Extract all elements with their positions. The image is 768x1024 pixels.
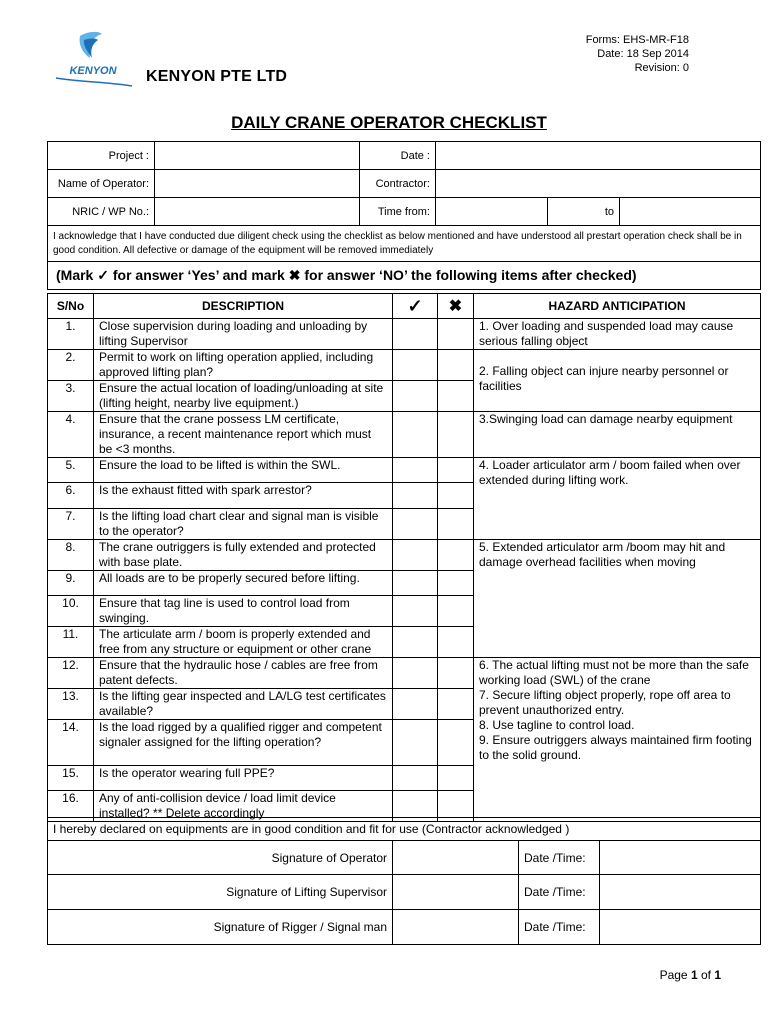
yes-box[interactable] <box>393 766 438 791</box>
mark-instruction-p3: for answer ‘NO’ the following items after checked) <box>300 267 637 283</box>
col-sno: S/No <box>48 294 94 319</box>
no-box[interactable] <box>438 596 474 627</box>
signature-row <box>48 875 761 910</box>
company-name: KENYON PTE LTD <box>146 68 288 85</box>
signature-field[interactable] <box>393 875 519 910</box>
col-hazard: HAZARD ANTICIPATION <box>474 294 761 319</box>
item-description: Ensure the load to be lifted is within the SWL. <box>94 458 393 483</box>
item-number: 14. <box>48 720 94 766</box>
yes-box[interactable] <box>393 319 438 350</box>
signature-row <box>48 910 761 945</box>
item-description: Ensure that the crane possess LM certificate, insurance, a recent maintenance report which must be <3 months. <box>94 412 393 458</box>
date-time-field[interactable] <box>600 875 761 910</box>
yes-box[interactable] <box>393 658 438 689</box>
item-number: 8. <box>48 540 94 571</box>
signature-row <box>48 841 761 875</box>
page-of: of <box>697 968 715 982</box>
date-time-label: Date /Time: <box>519 875 600 910</box>
item-number: 3. <box>48 381 94 412</box>
yes-box[interactable] <box>393 509 438 540</box>
no-box[interactable] <box>438 658 474 689</box>
yes-box[interactable] <box>393 627 438 658</box>
form-revision: Revision: 0 <box>634 62 689 74</box>
mark-instruction-p2: for answer ‘Yes’ and mark <box>108 267 289 283</box>
page-prefix: Page <box>659 968 691 982</box>
mark-instruction <box>48 262 761 290</box>
no-box[interactable] <box>438 483 474 509</box>
item-description: All loads are to be properly secured before lifting. <box>94 571 393 596</box>
item-number: 10. <box>48 596 94 627</box>
yes-box[interactable] <box>393 540 438 571</box>
item-number: 5. <box>48 458 94 483</box>
item-number: 6. <box>48 483 94 509</box>
table-row <box>48 350 761 381</box>
date-time-label: Date /Time: <box>519 910 600 945</box>
col-no-cross-icon: ✖ <box>438 294 474 319</box>
hazard-5: 5. Extended articulator arm /boom may hit and damage overhead facilities when moving <box>474 540 761 658</box>
item-description: Ensure the actual location of loading/unloading at site (lifting height, nearby live equipment.) <box>94 381 393 412</box>
page-number: 1 <box>690 968 698 982</box>
no-box[interactable] <box>438 540 474 571</box>
no-box[interactable] <box>438 571 474 596</box>
item-number: 4. <box>48 412 94 458</box>
signature-label: Signature of Operator <box>48 841 393 875</box>
hazard-6-to-9 <box>474 658 761 822</box>
operator-label: Name of Operator: <box>48 170 155 198</box>
date-time-label: Date /Time: <box>519 841 600 875</box>
no-box[interactable] <box>438 509 474 540</box>
yes-box[interactable] <box>393 350 438 381</box>
time-to-label: to <box>548 198 620 226</box>
item-description: Ensure that tag line is used to control load from swinging. <box>94 596 393 627</box>
time-from-field[interactable] <box>436 198 548 226</box>
signature-table <box>47 817 761 945</box>
table-row <box>48 319 761 350</box>
cross-icon: ✖ <box>288 267 301 283</box>
date-time-field[interactable] <box>600 841 761 875</box>
no-box[interactable] <box>438 319 474 350</box>
no-box[interactable] <box>438 458 474 483</box>
hazard-6: 6. The actual lifting must not be more than the safe working load (SWL) of the crane <box>479 658 749 687</box>
yes-box[interactable] <box>393 412 438 458</box>
no-box[interactable] <box>438 381 474 412</box>
form-code: Forms: EHS-MR-F18 <box>585 34 689 46</box>
declaration-text: I hereby declared on equipments are in good condition and fit for use (Contractor acknowledged ) <box>48 818 761 841</box>
project-label: Project : <box>48 142 155 170</box>
table-row <box>48 658 761 689</box>
yes-box[interactable] <box>393 689 438 720</box>
table-row <box>48 412 761 458</box>
date-time-field[interactable] <box>600 910 761 945</box>
contractor-field[interactable] <box>436 170 761 198</box>
item-description: Is the load rigged by a qualified rigger and competent signaler assigned for the lifting operation? <box>94 720 393 766</box>
form-meta <box>586 33 689 75</box>
check-icon: ✓ <box>97 267 109 283</box>
item-number: 16. <box>48 791 94 822</box>
hazard-7: 7. Secure lifting object properly, rope off area to prevent unauthorized entry. <box>479 688 731 717</box>
date-label: Date : <box>360 142 436 170</box>
nric-field[interactable] <box>155 198 360 226</box>
page-title: DAILY CRANE OPERATOR CHECKLIST <box>231 113 547 132</box>
yes-box[interactable] <box>393 381 438 412</box>
time-to-field[interactable] <box>620 198 761 226</box>
hazard-3: 3.Swinging load can damage nearby equipment <box>474 412 761 458</box>
yes-box[interactable] <box>393 596 438 627</box>
yes-box[interactable] <box>393 571 438 596</box>
time-from-label: Time from: <box>360 198 436 226</box>
form-date: Date: 18 Sep 2014 <box>597 48 689 60</box>
item-number: 12. <box>48 658 94 689</box>
company-logo <box>50 30 136 88</box>
no-box[interactable] <box>438 412 474 458</box>
item-description: Is the lifting load chart clear and signal man is visible to the operator? <box>94 509 393 540</box>
project-field[interactable] <box>155 142 360 170</box>
item-number: 11. <box>48 627 94 658</box>
checklist-table <box>47 293 761 822</box>
page-total: 1 <box>714 968 721 982</box>
yes-box[interactable] <box>393 720 438 766</box>
signature-field[interactable] <box>393 841 519 875</box>
page-indicator <box>660 968 721 982</box>
yes-box[interactable] <box>393 458 438 483</box>
item-description: Close supervision during loading and unloading by lifting Supervisor <box>94 319 393 350</box>
item-number: 2. <box>48 350 94 381</box>
hazard-8: 8. Use tagline to control load. <box>479 718 635 732</box>
item-description: Any of anti-collision device / load limit device installed? ** Delete accordingly <box>94 791 393 822</box>
hazard-4: 4. Loader articulator arm / boom failed when over extended during lifting work. <box>474 458 761 540</box>
col-yes-check-icon: ✓ <box>393 294 438 319</box>
no-box[interactable] <box>438 720 474 766</box>
item-description: Permit to work on lifting operation applied, including approved lifting plan? <box>94 350 393 381</box>
item-number: 15. <box>48 766 94 791</box>
logo-wordmark: KENYON <box>69 65 117 77</box>
signature-label: Signature of Lifting Supervisor <box>48 875 393 910</box>
yes-box[interactable] <box>393 483 438 509</box>
item-description: Is the operator wearing full PPE? <box>94 766 393 791</box>
table-row <box>48 540 761 571</box>
hazard-1: 1. Over loading and suspended load may cause serious falling object <box>474 319 761 350</box>
signature-label: Signature of Rigger / Signal man <box>48 910 393 945</box>
hazard-2: 2. Falling object can injure nearby personnel or facilities <box>474 350 761 412</box>
mark-instruction-p1: (Mark <box>56 267 98 283</box>
col-description: DESCRIPTION <box>94 294 393 319</box>
item-description: Is the lifting gear inspected and LA/LG test certificates available? <box>94 689 393 720</box>
no-box[interactable] <box>438 766 474 791</box>
item-number: 7. <box>48 509 94 540</box>
hazard-9: 9. Ensure outriggers always maintained firm footing to the solid ground. <box>479 733 752 762</box>
info-table <box>47 141 761 290</box>
no-box[interactable] <box>438 350 474 381</box>
contractor-label: Contractor: <box>360 170 436 198</box>
table-row <box>48 458 761 483</box>
acknowledgement-text: I acknowledge that I have conducted due diligent check using the checklist as below mentioned and have understood all prestart operation check shall be in good condition. All defective or damage of the equipment will be removed immediately <box>48 226 761 262</box>
operator-field[interactable] <box>155 170 360 198</box>
signature-field[interactable] <box>393 910 519 945</box>
item-description: Ensure that the hydraulic hose / cables are free from patent defects. <box>94 658 393 689</box>
item-description: The crane outriggers is fully extended and protected with base plate. <box>94 540 393 571</box>
item-number: 1. <box>48 319 94 350</box>
date-field[interactable] <box>436 142 761 170</box>
item-number: 13. <box>48 689 94 720</box>
nric-label: NRIC / WP No.: <box>48 198 155 226</box>
item-number: 9. <box>48 571 94 596</box>
item-description: Is the exhaust fitted with spark arrestor? <box>94 483 393 509</box>
no-box[interactable] <box>438 627 474 658</box>
no-box[interactable] <box>438 689 474 720</box>
item-description: The articulate arm / boom is properly extended and free from any structure or equipment or other crane <box>94 627 393 658</box>
logo-graphic <box>50 30 136 88</box>
